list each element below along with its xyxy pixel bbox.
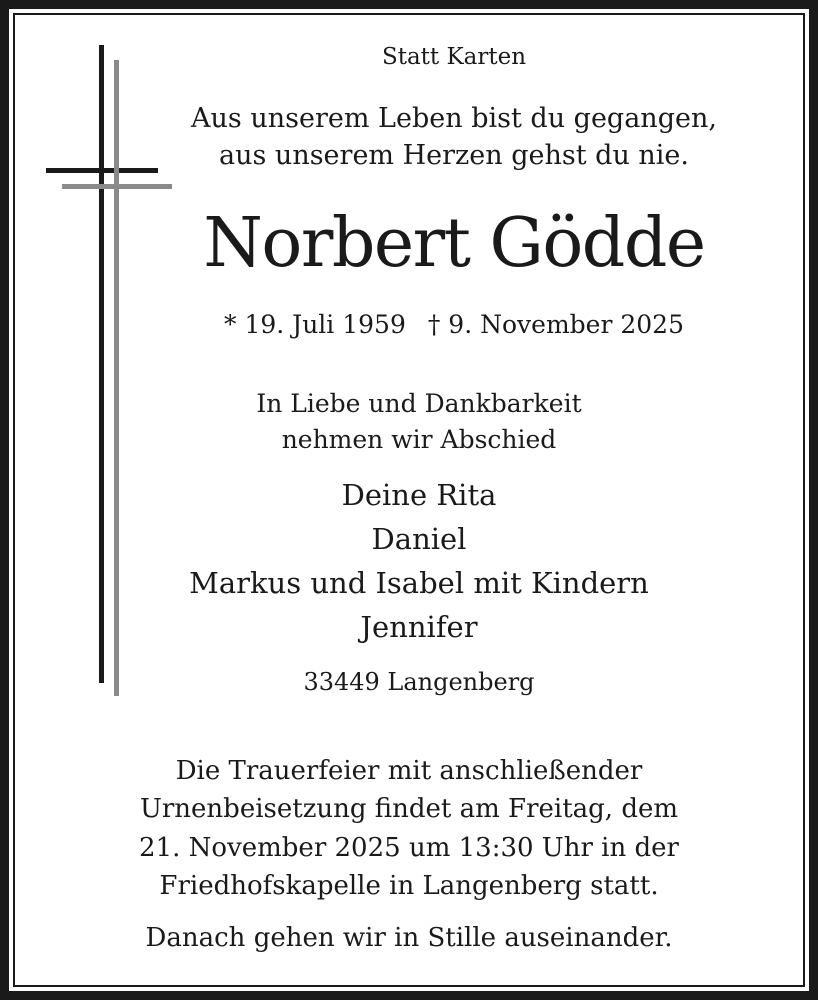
motto-line-2: aus unserem Herzen gehst du nie.	[219, 140, 689, 171]
motto-line-1: Aus unserem Leben bist du gegangen,	[191, 103, 717, 134]
ceremony-line-2: Urnenbeisetzung findet am Freitag, dem	[139, 794, 679, 824]
deceased-name: Norbert Gödde	[203, 204, 705, 283]
farewell-line-2: nehmen wir Abschied	[281, 425, 557, 454]
mourner-4: Jennifer	[360, 610, 478, 644]
location-text: 33449 Langenberg	[303, 668, 535, 696]
kicker-text: Statt Karten	[381, 44, 527, 70]
ceremony-line-4: Friedhofskapelle in Langenberg statt.	[159, 871, 659, 901]
cross-horizontal-gray	[62, 184, 172, 189]
ceremony-line-1: Die Trauerfeier mit anschließender	[175, 756, 643, 786]
ceremony-line-3: 21. November 2025 um 13:30 Uhr in der	[139, 833, 679, 863]
life-dates	[90, 312, 818, 337]
mourner-3: Markus und Isabel mit Kindern	[189, 566, 649, 600]
birth-date: * 19. Juli 1959	[224, 310, 406, 339]
mourner-2: Daniel	[371, 522, 467, 556]
death-date: † 9. November 2025	[427, 310, 684, 339]
farewell-line-1: In Liebe und Dankbarkeit	[256, 389, 582, 418]
closing-text: Danach gehen wir in Stille auseinander.	[145, 923, 673, 953]
mourner-1: Deine Rita	[341, 478, 497, 512]
